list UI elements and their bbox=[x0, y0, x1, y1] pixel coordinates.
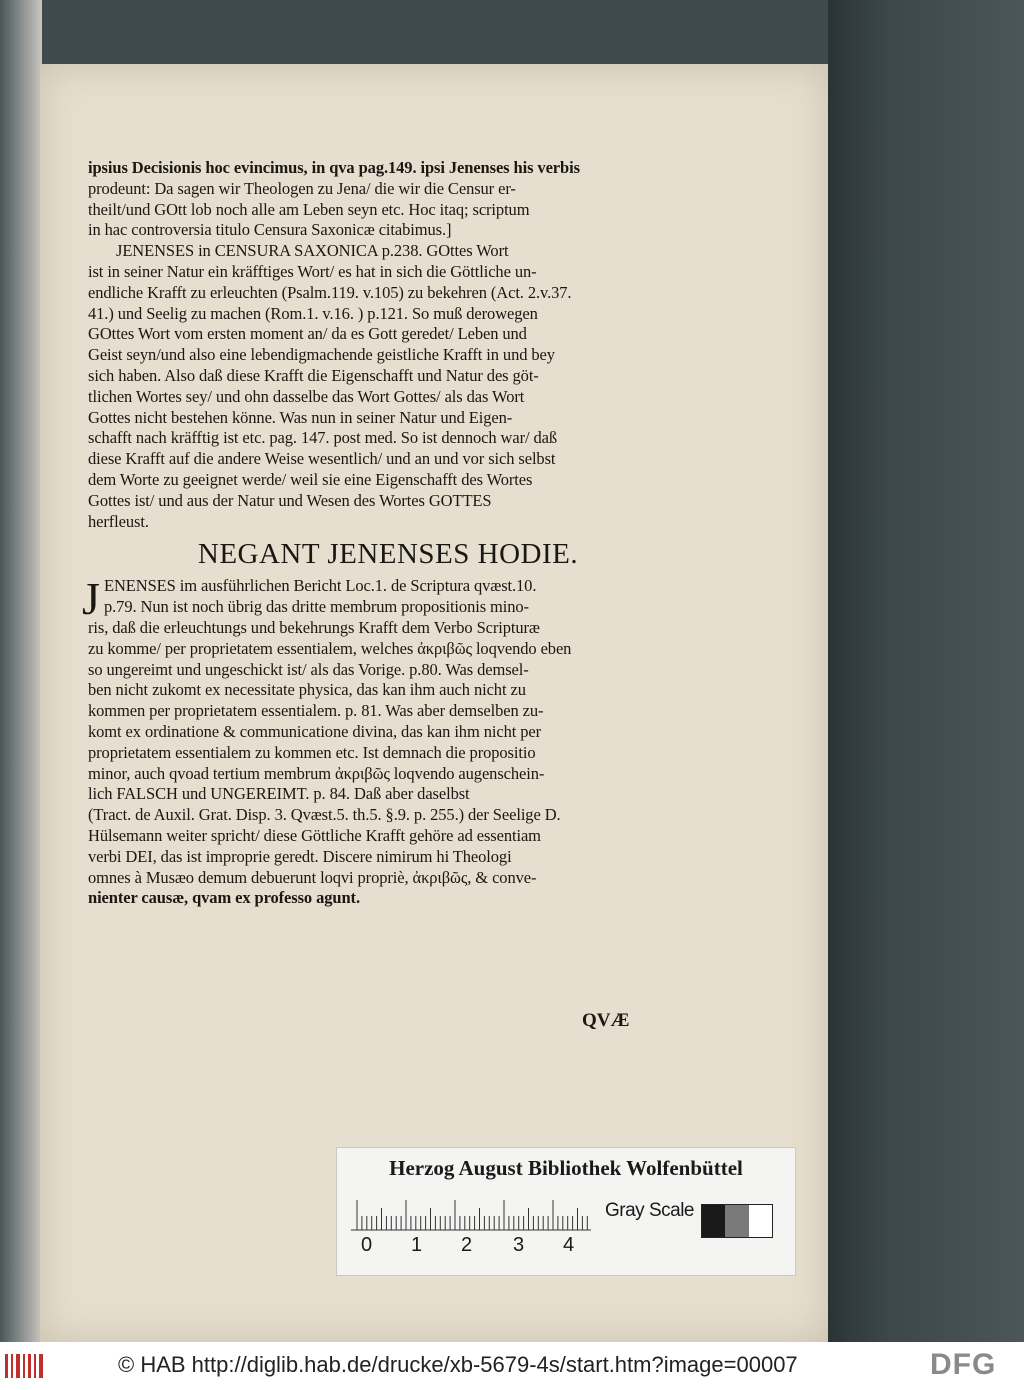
library-name: Herzog August Bibliothek Wolfenbüttel bbox=[389, 1156, 743, 1180]
text-bottom-section bbox=[82, 573, 668, 909]
text-line: so ungereimt und ungeschickt ist/ als das Vorige. p.80. Was demsel- bbox=[88, 659, 529, 679]
text-line: minor, auch qvoad tertium membrum ἀκριβῶς loqvendo augenschein- bbox=[88, 763, 545, 783]
section-heading: NEGANT JENENSES HODIE. bbox=[197, 538, 579, 571]
ruler-number: 1 bbox=[411, 1234, 423, 1256]
library-color-label bbox=[336, 1147, 796, 1276]
text-line: dem Worte zu geeignet werde/ weil sie eine Eigenschafft des Wortes bbox=[88, 469, 533, 489]
dfg-logo: DFG bbox=[930, 1348, 997, 1381]
text-line: komt ex ordinatione & communicatione divina, das kan ihm nicht per bbox=[88, 721, 541, 741]
text-line: diese Krafft auf die andere Weise wesentlich/ und an und vor sich selbst bbox=[88, 449, 556, 469]
catchword: QVÆ bbox=[582, 1010, 630, 1031]
text-line: verbi DEI, das ist improprie geredt. Discere nimirum hi Theologi bbox=[88, 846, 512, 866]
text-line: herfleust. bbox=[88, 511, 149, 531]
copyright-url: © HAB http://diglib.hab.de/drucke/xb-5679-4s/start.htm?image=00007 bbox=[118, 1352, 798, 1377]
footer-bar bbox=[0, 1342, 1024, 1390]
text-line: nienter causæ, qvam ex professo agunt. bbox=[88, 888, 360, 908]
barcode-icon bbox=[4, 1352, 46, 1380]
text-line: zu komme/ per proprietatem essentialem, welches ἀκριβῶς loqvendo eben bbox=[88, 638, 572, 658]
text-line: Hülsemann weiter spricht/ diese Göttliche Krafft gehöre ad essentiam bbox=[88, 825, 541, 845]
text-line: p.79. Nun ist noch übrig das dritte membrum propositionis mino- bbox=[104, 597, 529, 617]
ruler-number: 3 bbox=[513, 1234, 525, 1256]
left-background-edge bbox=[0, 0, 42, 1342]
right-background-binding bbox=[828, 0, 1024, 1342]
text-line: Geist seyn/und also eine lebendigmachende geistliche Krafft in und bey bbox=[88, 345, 555, 365]
ruler-number: 2 bbox=[461, 1234, 473, 1256]
text-line: ist in seiner Natur ein kräfftiges Wort/ es hat in sich die Göttliche un- bbox=[88, 261, 537, 281]
page-text-block bbox=[82, 158, 668, 909]
text-line: lich FALSCH und UNGEREIMT. p. 84. Daß aber daselbst bbox=[88, 784, 470, 804]
text-line: JENENSES in CENSURA SAXONICA p.238. GOttes Wort bbox=[116, 241, 509, 261]
text-line: ENENSES im ausführlichen Bericht Loc.1. de Scriptura qvæst.10. bbox=[104, 576, 537, 596]
text-line: ben nicht zukomt ex necessitate physica, das kan ihm auch nicht zu bbox=[88, 680, 526, 700]
gray-scale-label: Gray Scale bbox=[605, 1200, 694, 1221]
text-line: tlichen Wortes sey/ und ohn dasselbe das Wort Gottes/ als das Wort bbox=[88, 386, 525, 406]
text-line: in hac controversia titulo Censura Saxonicæ citabimus.] bbox=[88, 220, 452, 240]
text-line: ipsius Decisionis hoc evincimus, in qva pag.149. ipsi Jenenses his verbis bbox=[88, 158, 580, 177]
text-line: prodeunt: Da sagen wir Theologen zu Jena/ die wir die Censur er- bbox=[88, 178, 516, 198]
gray-scale-swatch bbox=[701, 1204, 773, 1238]
gray-swatch-dark bbox=[702, 1205, 725, 1237]
text-line: 41.) und Seelig zu machen (Rom.1. v.16. ) p.121. So muß derowegen bbox=[88, 303, 538, 323]
text-line: Gottes ist/ und aus der Natur und Wesen des Wortes GOTTES bbox=[88, 490, 492, 510]
text-line: Gottes nicht bestehen könne. Was nun in seiner Natur und Eigen- bbox=[88, 407, 513, 427]
text-line: (Tract. de Auxil. Grat. Disp. 3. Qvæst.5. th.5. §.9. p. 255.) der Seelige D. bbox=[88, 805, 561, 825]
gray-swatch-mid bbox=[725, 1205, 748, 1237]
ruler-number: 0 bbox=[361, 1234, 373, 1256]
text-line: proprietatem essentialem zu kommen etc. Ist demnach die propositio bbox=[88, 742, 536, 762]
text-line: sich haben. Also daß diese Krafft die Eigenschafft und Natur des göt- bbox=[88, 365, 539, 385]
drop-cap: J bbox=[82, 573, 100, 625]
ruler-number: 4 bbox=[563, 1234, 575, 1256]
gray-swatch-light bbox=[749, 1205, 772, 1237]
ruler-scale bbox=[351, 1192, 591, 1232]
text-line: theilt/und GOtt lob noch alle am Leben seyn etc. Hoc itaq; scriptum bbox=[88, 199, 530, 219]
text-line: ris, daß die erleuchtungs und bekehrungs Krafft dem Verbo Scripturæ bbox=[88, 617, 540, 637]
text-top-section bbox=[88, 158, 668, 532]
text-line: kommen per proprietatem essentialem. p. 81. Was aber demselben zu- bbox=[88, 701, 544, 721]
text-line: schafft nach kräfftig ist etc. pag. 147. post med. So ist dennoch war/ daß bbox=[88, 428, 558, 448]
text-line: omnes à Musæo demum debuerunt loqvi propriè, ἀκριβῶς, & conve- bbox=[88, 867, 537, 887]
text-line: GOttes Wort vom ersten moment an/ da es Gott geredet/ Leben und bbox=[88, 324, 527, 344]
text-line: endliche Krafft zu erleuchten (Psalm.119. v.105) zu bekehren (Act. 2.v.37. bbox=[88, 282, 572, 302]
ruler-numbers bbox=[351, 1234, 611, 1260]
